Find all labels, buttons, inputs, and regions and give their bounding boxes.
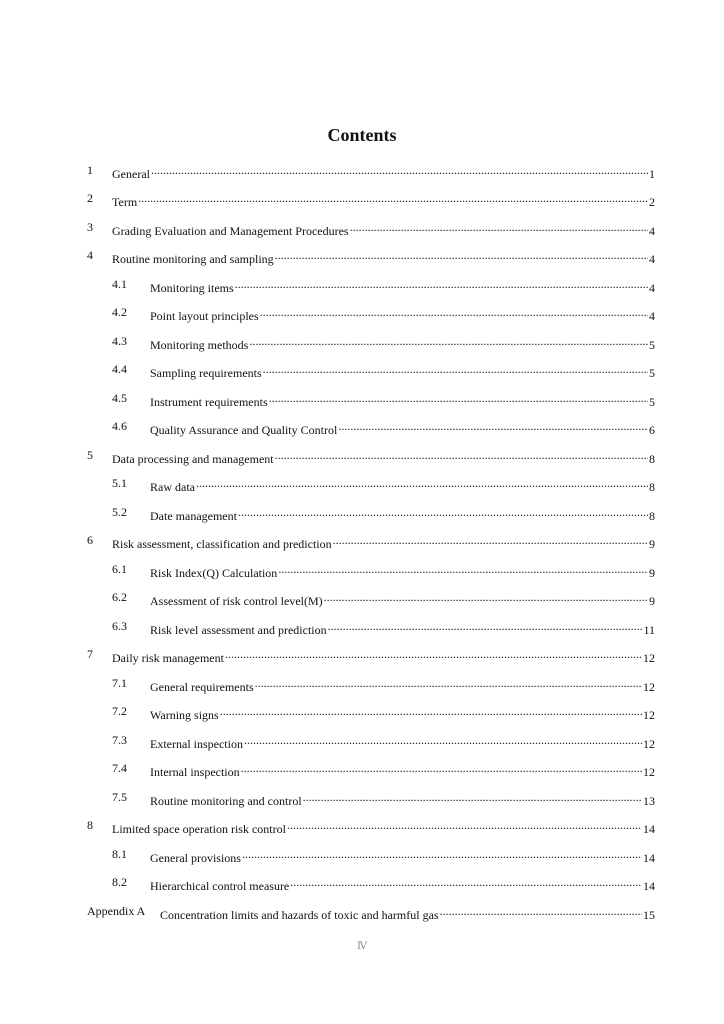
toc-page: 4	[649, 281, 655, 295]
toc-page: 2	[649, 195, 655, 209]
toc-entry[interactable]	[0, 675, 724, 694]
toc-title: Warning signs	[150, 708, 219, 722]
dot-leader	[225, 646, 642, 662]
toc-title: General	[112, 167, 150, 181]
toc-title: Term	[112, 195, 138, 209]
toc-page: 12	[643, 680, 655, 694]
toc-entry[interactable]	[0, 418, 724, 437]
toc-page: 11	[643, 623, 655, 637]
toc-page: 14	[643, 851, 655, 865]
toc-entry[interactable]	[0, 475, 724, 494]
dot-leader	[338, 418, 648, 434]
toc-number: 7	[87, 647, 93, 661]
toc-number: Appendix A	[87, 904, 146, 918]
toc-title: Risk Index(Q) Calculation	[150, 566, 278, 580]
dot-leader	[235, 276, 648, 292]
toc-page: 8	[649, 509, 655, 523]
toc-page: 5	[649, 395, 655, 409]
toc-entry[interactable]	[0, 219, 724, 238]
toc-entry[interactable]	[0, 532, 724, 551]
toc-page: 5	[649, 338, 655, 352]
toc-number: 8.2	[112, 875, 127, 889]
toc-title: Monitoring methods	[150, 338, 249, 352]
toc-page: 12	[643, 708, 655, 722]
toc-page: 14	[643, 879, 655, 893]
toc-page: 8	[649, 452, 655, 466]
dot-leader	[238, 504, 648, 520]
toc-entry[interactable]	[0, 190, 724, 209]
toc-page: 5	[649, 366, 655, 380]
toc-title: Sampling requirements	[150, 366, 262, 380]
toc-page: 4	[649, 224, 655, 238]
toc-title: Date management	[150, 509, 237, 523]
toc-number: 3	[87, 220, 93, 234]
toc-number: 8.1	[112, 847, 127, 861]
toc-entry[interactable]	[0, 162, 724, 181]
toc-page: 9	[649, 594, 655, 608]
toc-page: 4	[649, 252, 655, 266]
toc-number: 7.4	[112, 761, 127, 775]
toc-number: 5.1	[112, 476, 127, 490]
toc-entry[interactable]	[0, 646, 724, 665]
toc-entry-appendix[interactable]	[0, 903, 724, 922]
toc-title: Point layout principles	[150, 309, 259, 323]
toc-title: Monitoring items	[150, 281, 234, 295]
toc-title: Routine monitoring and control	[150, 794, 302, 808]
dot-leader	[350, 219, 648, 235]
toc-title: General requirements	[150, 680, 254, 694]
toc-title: Hierarchical control measure	[150, 879, 290, 893]
toc-title: Instrument requirements	[150, 395, 268, 409]
toc-number: 6.2	[112, 590, 127, 604]
dot-leader	[220, 703, 642, 719]
dot-leader	[138, 190, 648, 206]
toc-title: General provisions	[150, 851, 241, 865]
toc-page: 9	[649, 537, 655, 551]
toc-number: 6	[87, 533, 93, 547]
dot-leader	[241, 760, 642, 776]
dot-leader	[244, 732, 642, 748]
dot-leader	[328, 618, 643, 634]
toc-entry[interactable]	[0, 817, 724, 836]
toc-entry[interactable]	[0, 361, 724, 380]
toc-number: 7.2	[112, 704, 127, 718]
toc-title: Quality Assurance and Quality Control	[150, 423, 338, 437]
dot-leader	[260, 304, 648, 320]
toc-title: Concentration limits and hazards of toxic and harmful gas	[160, 908, 439, 922]
toc-entry[interactable]	[0, 504, 724, 523]
toc-page: 1	[649, 167, 655, 181]
dot-leader	[249, 333, 648, 349]
toc-entry[interactable]	[0, 589, 724, 608]
toc-page: 12	[643, 737, 655, 751]
toc-entry[interactable]	[0, 390, 724, 409]
toc-number: 4.6	[112, 419, 127, 433]
dot-leader	[440, 903, 642, 919]
toc-number: 1	[87, 163, 93, 177]
toc-title: Risk assessment, classification and prediction	[112, 537, 332, 551]
toc-number: 8	[87, 818, 93, 832]
toc-number: 7.3	[112, 733, 127, 747]
toc-page: 4	[649, 309, 655, 323]
toc-entry[interactable]	[0, 846, 724, 865]
toc-entry[interactable]	[0, 732, 724, 751]
toc-number: 5.2	[112, 505, 127, 519]
toc-number: 6.1	[112, 562, 127, 576]
toc-title: Raw data	[150, 480, 195, 494]
dot-leader	[275, 447, 648, 463]
dot-leader	[324, 589, 648, 605]
toc-entry[interactable]	[0, 276, 724, 295]
dot-leader	[196, 475, 648, 491]
dot-leader	[151, 162, 648, 178]
dot-leader	[303, 789, 642, 805]
toc-title: Daily risk management	[112, 651, 224, 665]
toc-entry[interactable]	[0, 247, 724, 266]
toc-number: 2	[87, 191, 93, 205]
toc-number: 5	[87, 448, 93, 462]
toc-number: 4	[87, 248, 93, 262]
toc-entry[interactable]	[0, 760, 724, 779]
toc-entry[interactable]	[0, 561, 724, 580]
toc-title: Routine monitoring and sampling	[112, 252, 274, 266]
toc-page: 15	[643, 908, 655, 922]
toc-number: 7.5	[112, 790, 127, 804]
toc-title: Limited space operation risk control	[112, 822, 286, 836]
toc-title: External inspection	[150, 737, 243, 751]
toc-number: 7.1	[112, 676, 127, 690]
toc-page: 12	[643, 651, 655, 665]
toc-page: 13	[643, 794, 655, 808]
toc-title: Internal inspection	[150, 765, 240, 779]
toc-page: 6	[649, 423, 655, 437]
toc-entry[interactable]	[0, 304, 724, 323]
dot-leader	[287, 817, 642, 833]
toc-number: 4.3	[112, 334, 127, 348]
dot-leader	[269, 390, 648, 406]
toc-entry[interactable]	[0, 874, 724, 893]
dot-leader	[275, 247, 648, 263]
toc-entry[interactable]	[0, 618, 724, 637]
dot-leader	[255, 675, 642, 691]
dot-leader	[333, 532, 648, 548]
page-title: Contents	[327, 125, 397, 145]
toc-title: Grading Evaluation and Management Procedures	[112, 224, 349, 238]
toc-entry[interactable]	[0, 703, 724, 722]
toc-number: 4.2	[112, 305, 127, 319]
toc-page: 12	[643, 765, 655, 779]
dot-leader	[263, 361, 648, 377]
toc-title: Risk level assessment and prediction	[150, 623, 327, 637]
dot-leader	[278, 561, 648, 577]
toc-entry[interactable]	[0, 789, 724, 808]
toc-number: 4.5	[112, 391, 127, 405]
toc-page: 8	[649, 480, 655, 494]
dot-leader	[290, 874, 642, 890]
toc-number: 4.1	[112, 277, 127, 291]
toc-title: Data processing and management	[112, 452, 274, 466]
toc-entry[interactable]	[0, 447, 724, 466]
toc-page: 9	[649, 566, 655, 580]
toc-title: Assessment of risk control level(M)	[150, 594, 323, 608]
page-number: Ⅳ	[357, 941, 367, 952]
toc-number: 6.3	[112, 619, 127, 633]
dot-leader	[242, 846, 642, 862]
toc-number: 4.4	[112, 362, 127, 376]
toc-page: 14	[643, 822, 655, 836]
toc-entry[interactable]	[0, 333, 724, 352]
